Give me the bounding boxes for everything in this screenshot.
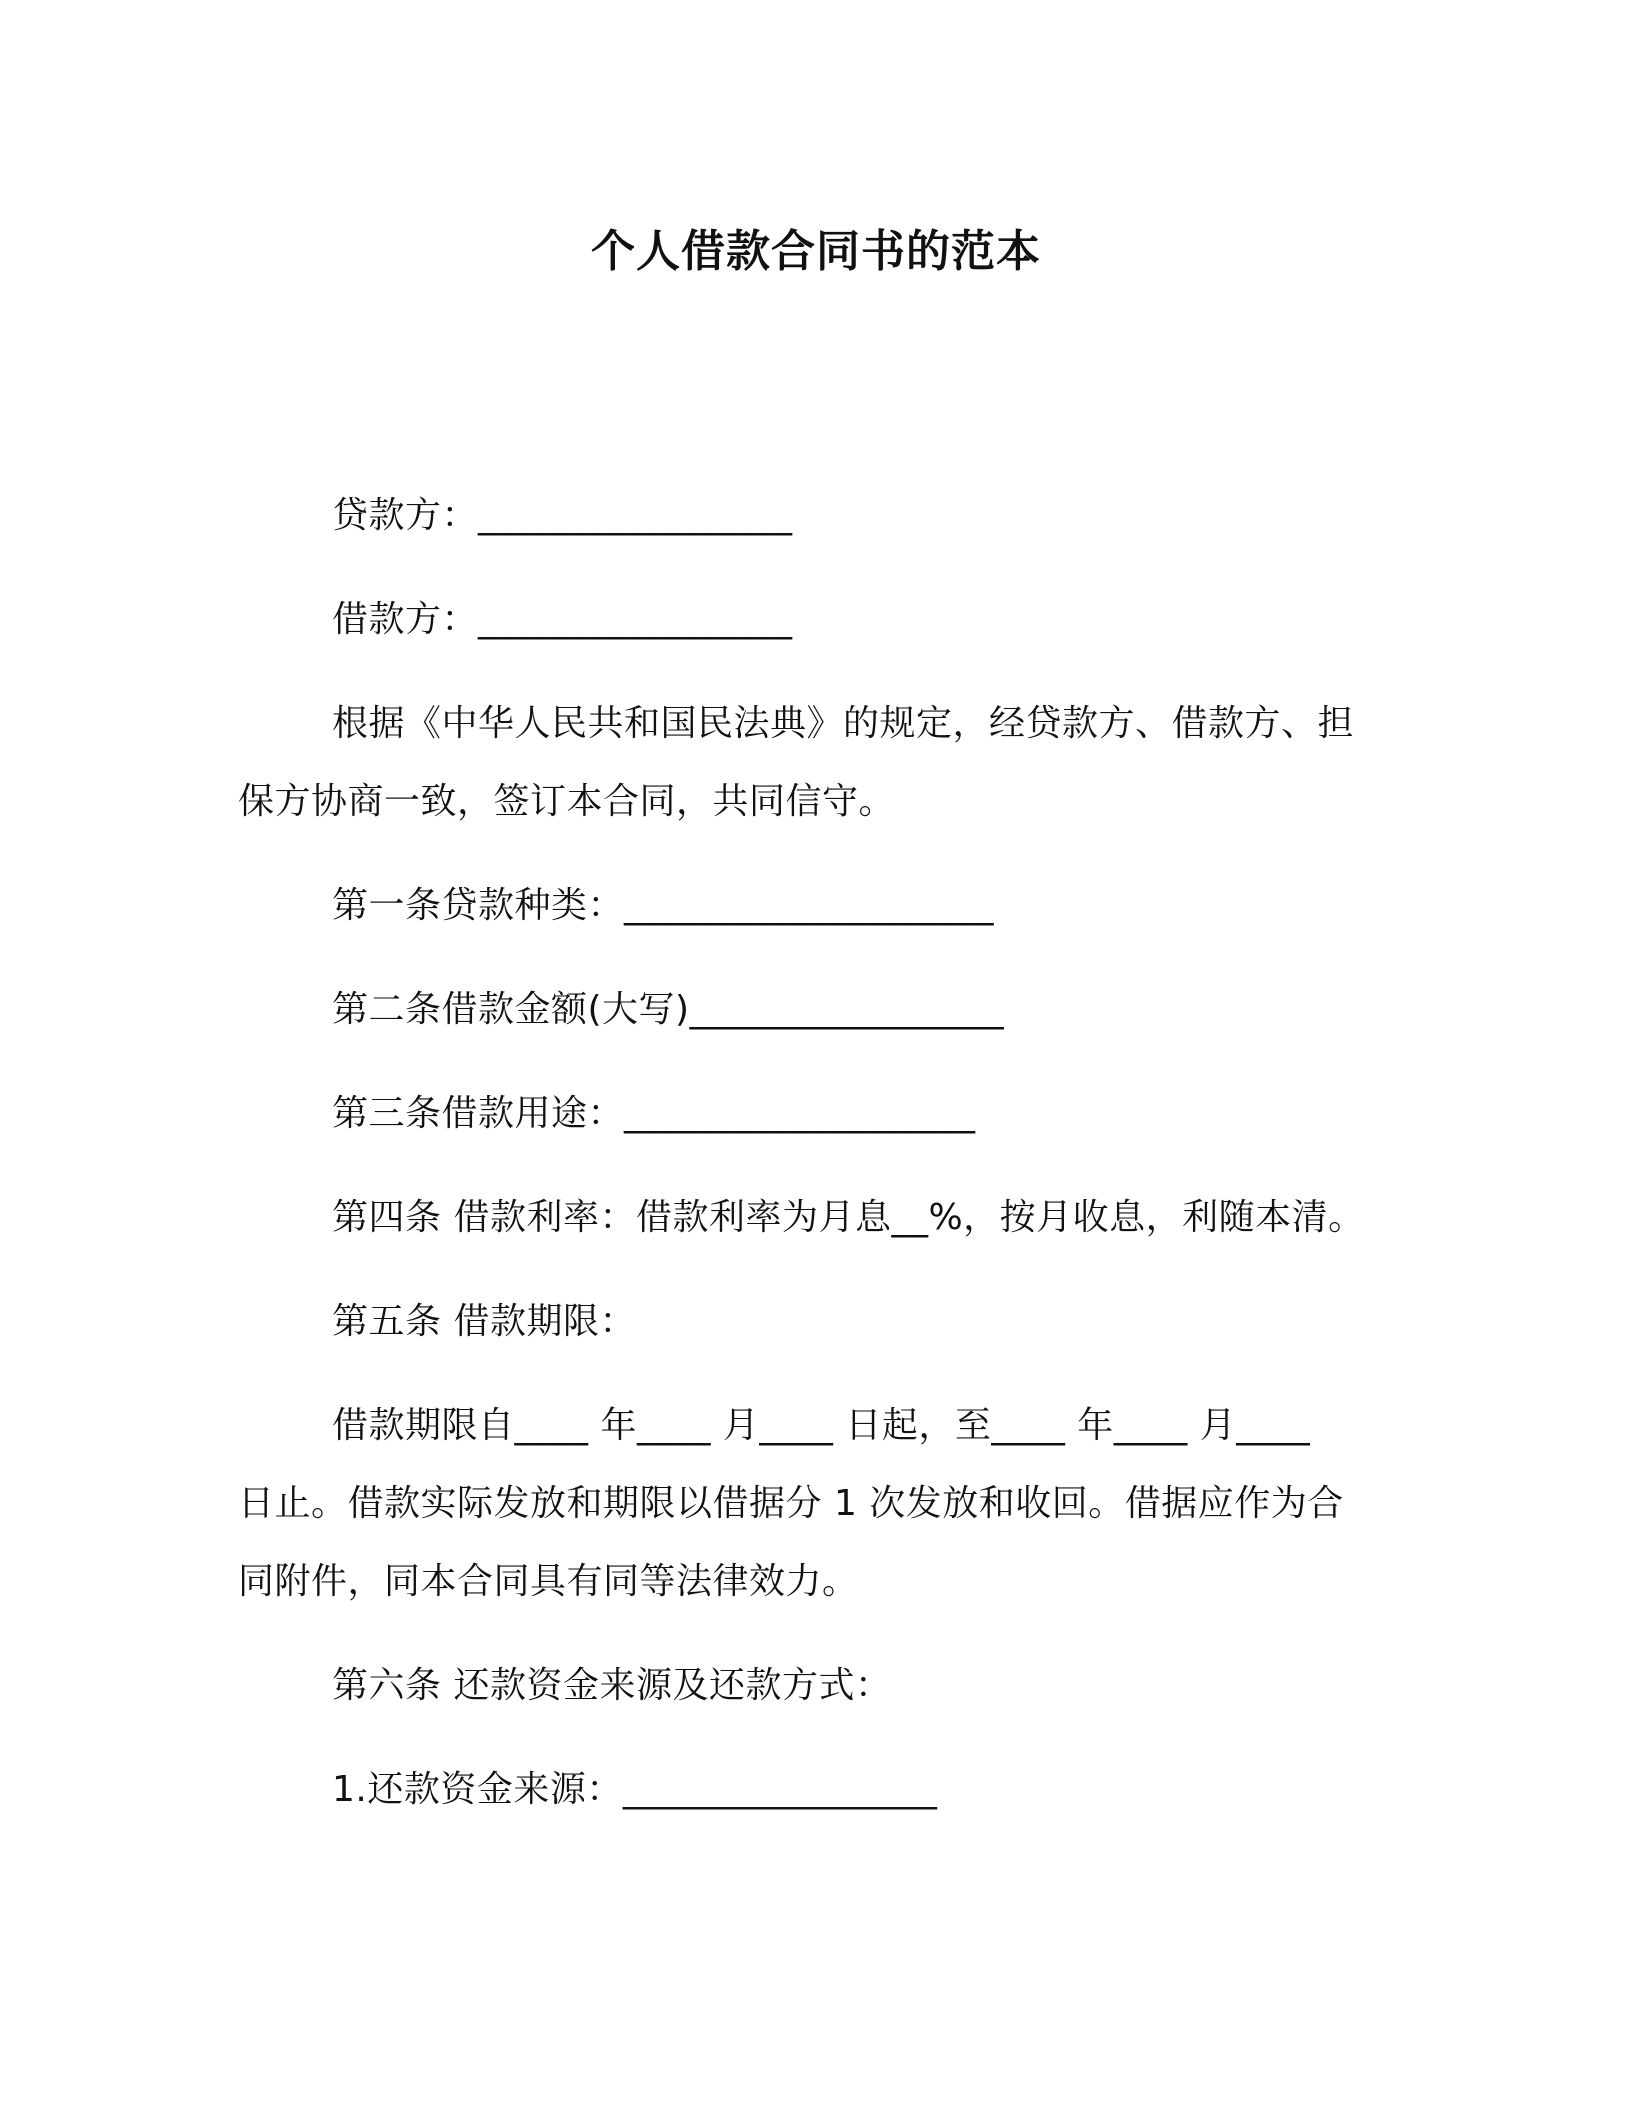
term-paragraph-line-2: 日止。借款实际发放和期限以借据分 1 次发放和收回。借据应作为合: [238, 1483, 1344, 1524]
repayment-source-field: 1.还款资金来源：_________________: [332, 1769, 938, 1810]
article-1-loan-type: 第一条贷款种类：____________________: [332, 885, 995, 926]
article-5-loan-term: 第五条 借款期限：: [332, 1301, 636, 1342]
term-paragraph-line-1: 借款期限自____ 年____ 月____ 日起，至____ 年____ 月____: [332, 1405, 1311, 1446]
article-2-loan-amount: 第二条借款金额(大写)_________________: [332, 989, 1005, 1030]
term-paragraph-line-3: 同附件，同本合同具有同等法律效力。: [238, 1561, 859, 1602]
document-title: 个人借款合同书的范本: [591, 226, 1041, 277]
article-6-repayment: 第六条 还款资金来源及还款方式：: [332, 1665, 892, 1706]
preamble-line-1: 根据《中华人民共和国民法典》的规定，经贷款方、借款方、担: [332, 703, 1355, 744]
article-4-interest-rate: 第四条 借款利率：借款利率为月息__%，按月收息，利随本清。: [332, 1197, 1365, 1238]
borrower-field: 借款方：_________________: [332, 599, 793, 640]
article-3-loan-purpose: 第三条借款用途：___________________: [332, 1093, 976, 1134]
lender-field: 贷款方：_________________: [332, 495, 793, 536]
preamble-line-2: 保方协商一致，签订本合同，共同信守。: [238, 781, 896, 822]
